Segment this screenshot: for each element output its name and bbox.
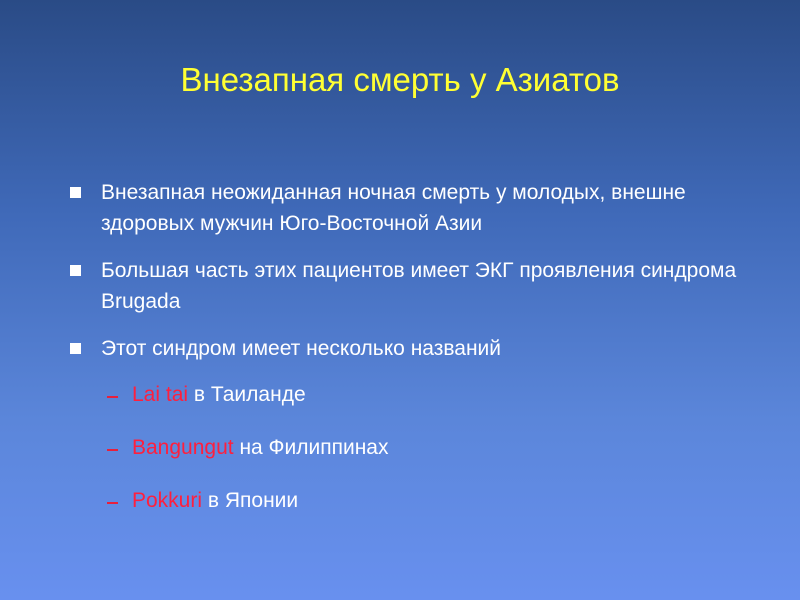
bullet-text: Этот синдром имеет несколько названий [101,337,502,360]
dash-bullet-icon [107,449,118,451]
square-bullet-icon [70,265,81,276]
bullet-text: Внезапная неожиданная ночная смерть у молодых, внешне здоровых мужчин Юго-Восточной Азии [101,181,686,235]
bullet-item [68,333,768,364]
bullet-text: Большая часть этих пациентов имеет ЭКГ проявления синдрома Brugada [101,259,737,313]
dash-bullet-icon [107,502,118,504]
slide-title: Внезапная смерть у Азиатов [180,61,620,98]
syndrome-region: в Таиланде [188,383,306,406]
bullet-item [68,177,768,239]
syndrome-term: Pokkuri [132,489,203,512]
bullet-list [68,177,768,380]
syndrome-term: Bangungut [132,436,234,459]
dash-bullet-icon [107,396,118,398]
syndrome-region: в Японии [202,489,299,512]
syndrome-name-item [105,485,755,516]
syndrome-term: Lai tai [132,383,189,406]
syndrome-region: на Филиппинах [233,436,389,459]
syndrome-name-item [105,432,755,463]
syndrome-names-list [105,379,755,538]
square-bullet-icon [70,343,81,354]
syndrome-name-item [105,379,755,410]
bullet-item [68,255,768,317]
square-bullet-icon [70,187,81,198]
